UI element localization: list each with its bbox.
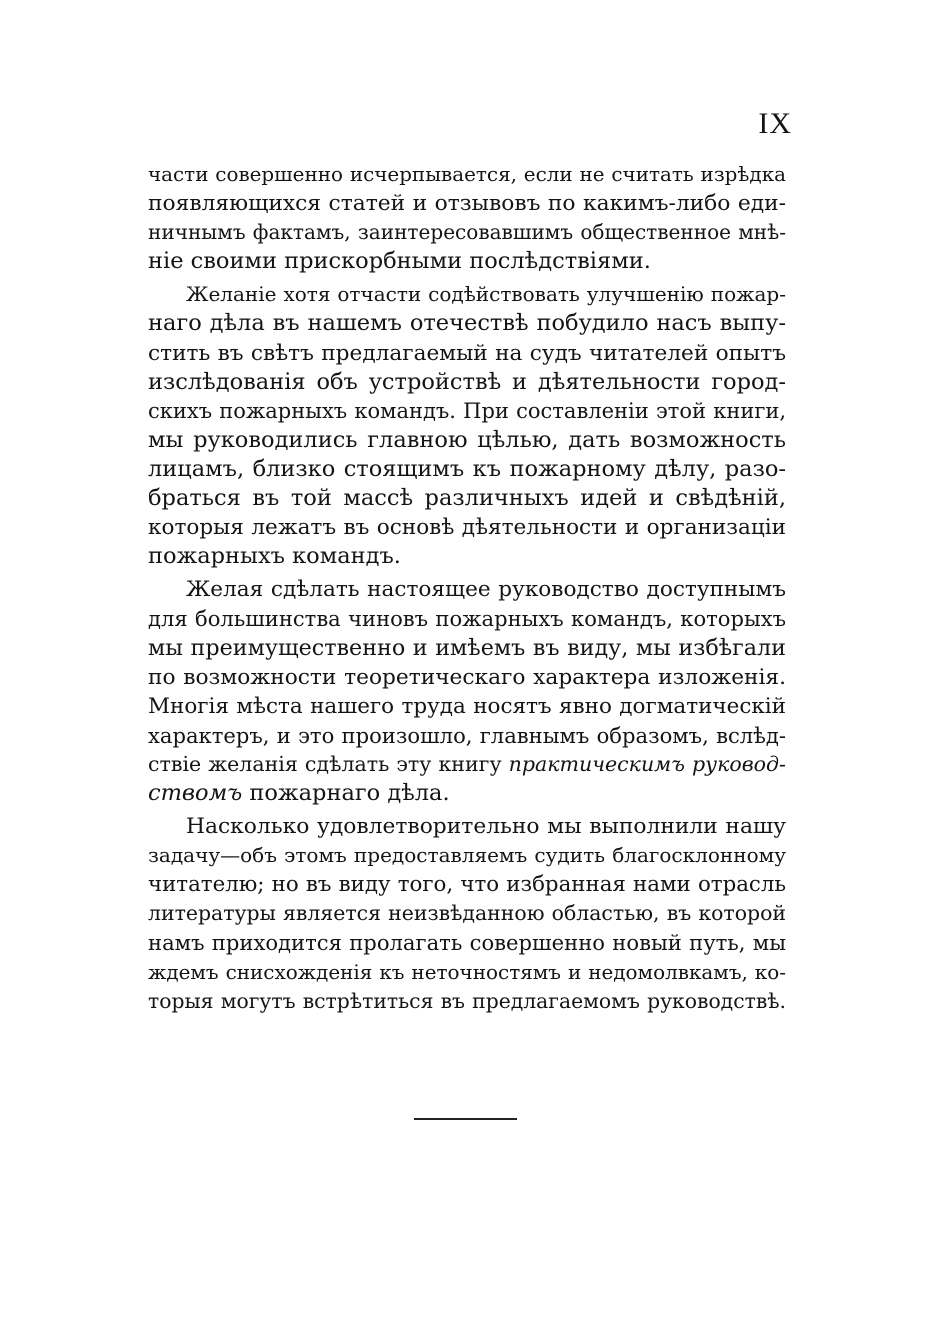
text-line: Насколько удовлетворительно мы выполнили нашу (186, 814, 786, 840)
paragraph-1 (148, 160, 786, 276)
text-line (148, 779, 786, 808)
text-line: литературы является неизвѣданною областью, въ которой (148, 901, 786, 926)
text-span: ствіе желанія сдѣлать эту книгу (148, 751, 509, 776)
page-number: IX (758, 107, 792, 140)
text-line: Многія мѣста нашего труда носятъ явно догматическій (148, 693, 786, 719)
text-line: лицамъ, близко стоящимъ къ пожарному дѣлу, разо- (148, 455, 786, 482)
text-line: ніе своими прискорбными послѣдствіями. (148, 248, 651, 275)
text-line: скихъ пожарныхъ командъ. При составленіи этой книги, (148, 398, 786, 423)
text-line: намъ приходится пролагать совершенно новый путь, мы (148, 930, 786, 956)
text-line: пожарныхъ командъ. (148, 543, 401, 570)
paragraph-3 (148, 575, 786, 808)
text-line: по возможности теоретическаго характера изложенія. (148, 664, 786, 690)
text-line: читателю; но въ виду того, что избранная нами отрасль (148, 872, 786, 898)
text-line: которыя лежатъ въ основѣ дѣятельности и организаціи (148, 515, 786, 541)
text-line: изслѣдованія объ устройствѣ и дѣятельности город- (148, 368, 786, 395)
text-line: характеръ, и это произошло, главнымъ образомъ, вслѣд- (148, 722, 786, 748)
body-text (148, 160, 786, 1016)
text-line: для большинства чиновъ пожарныхъ командъ, которыхъ (148, 606, 786, 632)
text-line: ждемъ снисхожденія къ неточностямъ и недомолвкамъ, ко- (148, 959, 786, 984)
paragraph-2 (148, 280, 786, 571)
text-line: ничнымъ фактамъ, заинтересовавшимъ общественное мнѣ- (148, 220, 786, 245)
text-line: наго дѣла въ нашемъ отечествѣ побудило насъ выпу- (148, 310, 786, 337)
text-line: появляющихся статей и отзывовъ по какимъ-либо еди- (148, 191, 786, 217)
text-line (148, 750, 786, 779)
text-line: браться въ той массѣ различныхъ идей и свѣдѣній, (148, 485, 786, 512)
text-line: торыя могутъ встрѣтиться въ предлагаемомъ руководствѣ. (148, 988, 786, 1013)
text-line: части совершенно исчерпывается, если не считать изрѣдка (148, 163, 786, 186)
text-line: стить въ свѣтъ предлагаемый на судъ читателей опытъ (148, 340, 786, 366)
section-end-rule (414, 1118, 517, 1120)
italic-emphasis: ствомъ (148, 779, 243, 806)
italic-emphasis: практическимъ руковод- (508, 751, 786, 776)
text-line: задачу—объ этомъ предоставляемъ судить благосклонному (148, 843, 786, 868)
text-line: мы руководились главною цѣлью, дать возможность (148, 426, 786, 453)
paragraph-4 (148, 812, 786, 1016)
text-line: Желая сдѣлать настоящее руководство доступнымъ (186, 577, 786, 603)
text-line: мы преимущественно и имѣемъ въ виду, мы избѣгали (148, 634, 786, 661)
text-span: пожарнаго дѣла. (242, 779, 450, 806)
text-line: Желаніе хотя отчасти содѣйствовать улучшенію пожар- (186, 282, 786, 307)
